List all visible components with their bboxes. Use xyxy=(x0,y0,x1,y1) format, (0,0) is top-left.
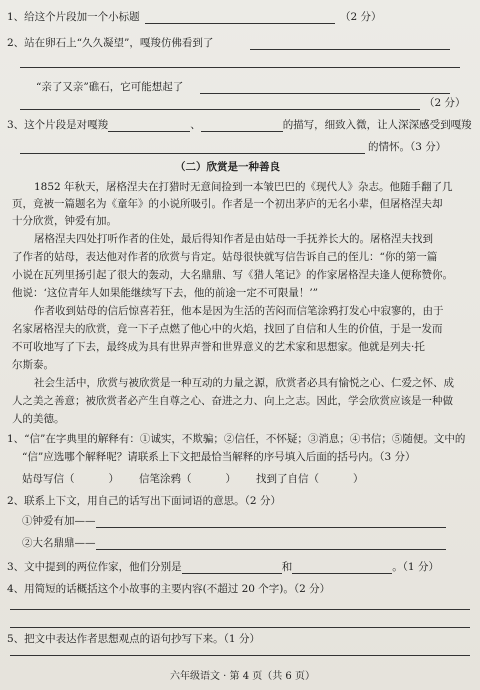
answer-line[interactable] xyxy=(20,66,460,68)
section-title: （二）欣赏是一种善良 xyxy=(175,161,280,173)
answer-blank[interactable] xyxy=(201,120,283,132)
passage-line: 人的美德。 xyxy=(12,413,65,425)
passage-line: 十分欣赏，钟爱有加。 xyxy=(12,215,117,227)
question-3-line1 xyxy=(7,118,472,132)
answer-line[interactable] xyxy=(10,626,470,628)
item-text: ） xyxy=(353,473,364,485)
question-b3-score: 。（1 分） xyxy=(392,561,439,573)
question-b2-item1: ①钟爱有加—— xyxy=(22,515,96,527)
question-b3-and: 和 xyxy=(281,561,293,573)
item-text: 姑母写信（ xyxy=(22,473,75,485)
question-1-score: （2 分） xyxy=(340,11,382,23)
answer-line[interactable] xyxy=(96,526,446,528)
passage-line: 1852 年秋天，屠格涅夫在打猎时无意间捡到一本皱巴巴的《现代人》杂志。他随手翻了几 xyxy=(34,181,453,193)
question-b4: 4、用简短的话概括这个小故事的主要内容(不超过 20 个字)。（2 分） xyxy=(7,583,331,595)
question-3-sep: 、 xyxy=(190,119,201,131)
question-3-line2: 的情怀。（3 分） xyxy=(368,141,447,153)
question-3-text-a: 3、这个片段是对嘎羧 xyxy=(7,119,109,131)
item-text: ） xyxy=(225,473,236,485)
question-b1-items xyxy=(22,472,364,486)
question-3-text-c: 的描写，细致入微，让人深深感受到嘎羧 xyxy=(282,119,472,131)
question-1-text: 1、给这个片段加一个小标题 xyxy=(7,11,140,23)
answer-line[interactable] xyxy=(20,152,365,154)
passage-line: 尔斯泰。 xyxy=(12,359,54,371)
question-b3-text: 3、文中提到的两位作家，他们分别是 xyxy=(7,561,182,573)
question-b1-line1: 1、“信”在字典里的解释有：①诚实，不欺骗；②信任，不怀疑；③消息；④书信；⑤随便。文中的 xyxy=(7,433,466,445)
question-b1-line2: “信”应选哪个解释呢？请联系上下文把最恰当解释的序号填入后面的括号内。（3 分） xyxy=(22,451,416,463)
passage-line: 人之美之善意；被欣赏者必产生自尊之心、奋进之力、向上之志。因此，学会欣赏应该是一种做 xyxy=(12,395,453,407)
passage-line: 作者收到姑母的信后惊喜若狂，他本是因为生活的苦闷而信笔涂鸦打发心中寂寥的，由于 xyxy=(34,305,444,317)
item-text: 找到了自信（ xyxy=(256,473,319,485)
passage-line: 不可收地写了下去，最终成为具有世界声誉和世界意义的艺术家和思想家。他就是列夫·托 xyxy=(12,341,425,353)
item-text: 信笔涂鸦（ xyxy=(139,473,192,485)
answer-line[interactable] xyxy=(10,654,470,656)
answer-line[interactable] xyxy=(250,48,450,50)
question-2-line1: 2、站在卵石上“久久凝望”，嘎羧仿佛看到了 xyxy=(7,37,214,49)
answer-line[interactable] xyxy=(200,92,450,94)
answer-blank[interactable] xyxy=(292,562,392,574)
question-2-score: （2 分） xyxy=(424,97,466,109)
item-text: ） xyxy=(108,473,119,485)
passage-line: 了作者的姑母，表达他对作者的欣赏与肯定。姑母很快就写信告诉自己的侄儿：“你的第一篇 xyxy=(12,251,438,263)
passage-line: 页，竟被一篇题名为《童年》的小说所吸引。作者是一个初出茅庐的无名小辈，但屠格涅夫却 xyxy=(12,198,443,210)
answer-blank[interactable] xyxy=(182,562,282,574)
question-b3 xyxy=(7,560,439,574)
question-2-line2: “亲了又亲”礁石，它可能想起了 xyxy=(36,81,184,93)
passage-line: 社会生活中，欣赏与被欣赏是一种互动的力量之源，欣赏者必具有愉悦之心、仁爱之怀、成 xyxy=(34,377,454,389)
passage-line: 小说在瓦列里扬引起了很大的轰动，大名鼎鼎、写《猎人笔记》的作家屠格涅夫逢人便称赞你。 xyxy=(12,269,453,281)
passage-line: 他说：‘这位青年人如果能继续写下去，他的前途一定不可限量！’” xyxy=(12,287,319,299)
question-b2-line1: 2、联系上下文，用自己的话写出下面词语的意思。（2 分） xyxy=(7,495,281,507)
question-1 xyxy=(7,10,140,24)
passage-line: 屠格涅夫四处打听作者的住处，最后得知作者是由姑母一手抚养长大的。屠格涅夫找到 xyxy=(34,233,433,245)
answer-line[interactable] xyxy=(20,108,420,110)
answer-line[interactable] xyxy=(96,548,446,550)
answer-line[interactable] xyxy=(145,22,335,24)
question-b2-item2: ②大名鼎鼎—— xyxy=(22,537,96,549)
question-b5: 5、把文中表达作者思想观点的语句抄写下来。（1 分） xyxy=(7,633,260,645)
page-footer: 六年级语文 · 第 4 页（共 6 页） xyxy=(170,671,315,682)
answer-blank[interactable] xyxy=(108,120,190,132)
answer-line[interactable] xyxy=(10,608,470,610)
passage-line: 名家屠格涅夫的欣赏，竟一下子点燃了他心中的火焰，找回了自信和人生的价值，于是一发而 xyxy=(12,323,443,335)
